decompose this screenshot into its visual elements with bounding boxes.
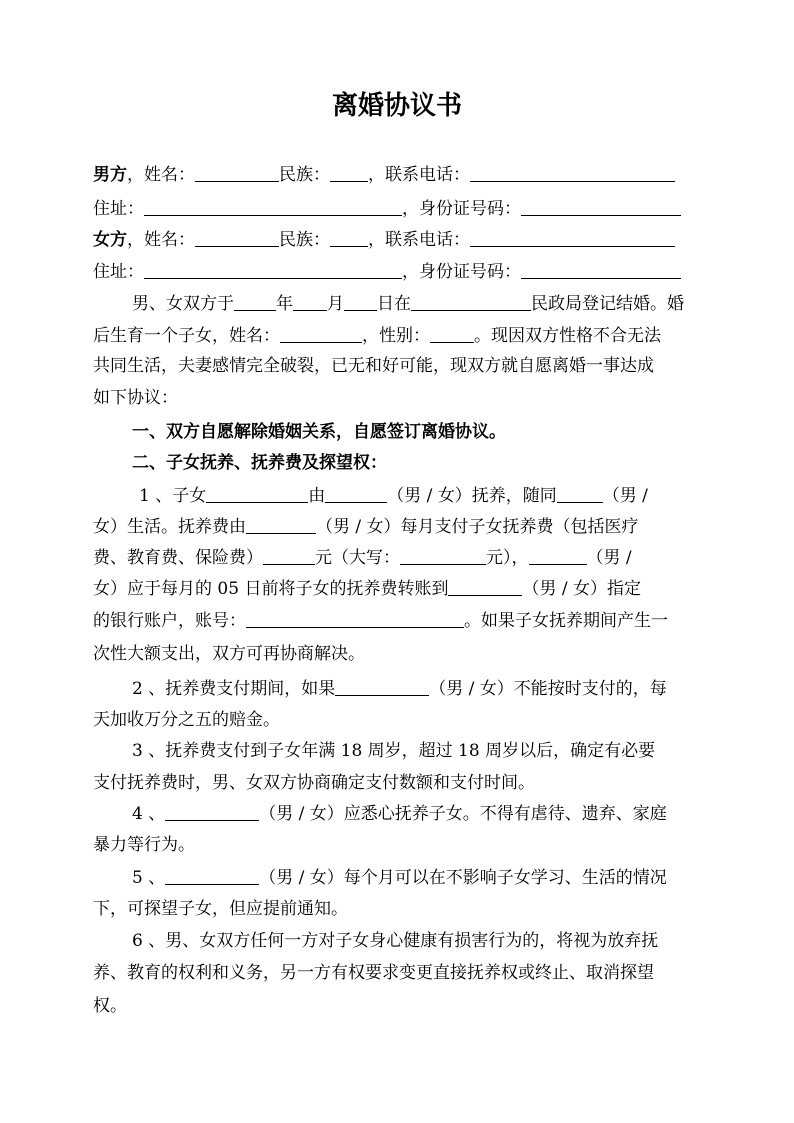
amount-words-blank[interactable]: [400, 546, 486, 565]
paragraph-line: [93, 515, 705, 539]
text-span: （男 /: [586, 548, 632, 568]
male-ethnicity-blank[interactable]: [330, 163, 368, 182]
text-span: ，性别：: [362, 326, 430, 346]
text-span: 费、教育费、保险费）: [93, 548, 263, 568]
male-info-line: [93, 163, 705, 187]
text-span: （男 / 女）抚养，随同: [387, 486, 557, 506]
text-span: 女）生活。抚养费由: [93, 517, 246, 537]
paragraph-line: 养、教育的权利和义务，另一方有权要求变更直接抚养权或终止、取消探望: [93, 963, 654, 983]
document-title: 离婚协议书: [331, 91, 462, 121]
text-span: 女）应于每月的 05 日前将子女的抚养费转账到: [93, 579, 449, 599]
text-span: 。如果子女抚养期间产生一: [464, 611, 668, 631]
child-gender-blank[interactable]: [430, 324, 474, 343]
text-span: 。现因双方性格不合无法: [474, 326, 661, 346]
text-span: 日在: [377, 294, 411, 314]
year-blank[interactable]: [234, 292, 276, 311]
payee-blank[interactable]: [448, 577, 522, 596]
text-span: 元（大写：: [315, 548, 400, 568]
phone-label: ，联系电话：: [368, 230, 470, 250]
text-span: 4 、: [132, 804, 166, 824]
text-span: 元），: [486, 548, 529, 568]
name-label: ，姓名：: [127, 230, 195, 250]
text-span: 年: [276, 294, 293, 314]
female-label: 女方: [93, 230, 127, 250]
item-3-line: 3 、抚养费支付到子女年满 18 周岁，超过 18 周岁以后，确定有必要: [132, 741, 656, 761]
payer-2-blank[interactable]: [529, 546, 587, 565]
paragraph-line: 共同生活，夫妻感情完全破裂，已无和好可能，现双方就自愿离婚一事达成: [93, 356, 654, 376]
paragraph-line: 如下协议：: [93, 388, 178, 408]
custodian-blank[interactable]: [325, 484, 387, 503]
item-4-line: [132, 802, 705, 826]
account-blank[interactable]: [246, 609, 464, 628]
text-span: 后生育一个子女，姓名：: [93, 326, 280, 346]
female-id-blank[interactable]: [521, 260, 681, 279]
live-with-blank[interactable]: [557, 484, 603, 503]
male-id-blank[interactable]: [521, 197, 681, 216]
address-label: 住址：: [93, 199, 144, 219]
item-5-line: [132, 866, 705, 890]
clause-1-heading: 一、双方自愿解除婚姻关系，自愿签订离婚协议。: [132, 422, 506, 442]
paragraph-line: [93, 546, 705, 570]
female-address-line: [93, 260, 705, 284]
paragraph-line: 支付抚养费时，男、女双方协商确定支付数额和支付时间。: [93, 773, 535, 793]
text-span: 民政局登记结婚。婚: [531, 294, 684, 314]
day-blank[interactable]: [344, 292, 377, 311]
male-name-blank[interactable]: [195, 163, 279, 182]
child-line: [93, 324, 705, 348]
female-phone-blank[interactable]: [470, 228, 675, 247]
bureau-blank[interactable]: [411, 292, 531, 311]
male-label: 男方: [93, 165, 127, 185]
ethnicity-label: 民族：: [279, 165, 330, 185]
clause-2-heading: 二、子女抚养、抚养费及探望权：: [132, 453, 387, 473]
amount-blank[interactable]: [263, 546, 315, 565]
paragraph-line: 次性大额支出，双方可再协商解决。: [93, 644, 365, 664]
paragraph-line: 下，可探望子女，但应提前通知。: [93, 899, 348, 919]
address-label: 住址：: [93, 262, 144, 282]
female-name-blank[interactable]: [195, 228, 279, 247]
text-span: 2 、抚养费支付期间，如果: [132, 679, 336, 699]
female-address-blank[interactable]: [144, 260, 402, 279]
text-span: （男 /: [602, 486, 648, 506]
paragraph-line: 天加收万分之五的赔金。: [93, 710, 280, 730]
text-span: 由: [308, 486, 326, 506]
month-blank[interactable]: [293, 292, 327, 311]
child-name-blank[interactable]: [280, 324, 362, 343]
ethnicity-label: 民族：: [279, 230, 330, 250]
phone-label: ，联系电话：: [368, 165, 470, 185]
paragraph-line: 暴力等行为。: [93, 835, 195, 855]
text-span: （男 / 女）每月支付子女抚养费（包括医疗: [316, 517, 639, 537]
id-label: ，身份证号码：: [402, 262, 521, 282]
text-span: （男 / 女）应悉心抚养子女。不得有虐待、遗弃、家庭: [259, 804, 667, 824]
paragraph-line: 权。: [93, 996, 127, 1016]
male-address-line: [93, 197, 705, 221]
male-phone-blank[interactable]: [470, 163, 675, 182]
defaulter-blank[interactable]: [335, 677, 429, 696]
item-1-line: [139, 484, 705, 508]
paragraph-line: [93, 609, 705, 633]
item-6-line: 6 、男、女双方任何一方对子女身心健康有损害行为的，将视为放弃抚: [132, 931, 659, 951]
id-label: ，身份证号码：: [402, 199, 521, 219]
text-span: 月: [327, 294, 344, 314]
text-span: 男、女双方于: [132, 294, 234, 314]
child-blank[interactable]: [206, 484, 308, 503]
female-ethnicity-blank[interactable]: [330, 228, 368, 247]
caregiver-blank[interactable]: [165, 802, 259, 821]
text-span: （男 / 女）每个月可以在不影响子女学习、生活的情况: [259, 868, 667, 888]
item-2-line: [132, 677, 705, 701]
text-span: （男 / 女）指定: [522, 579, 641, 599]
text-span: 5 、: [132, 868, 166, 888]
marriage-line: [132, 292, 705, 316]
name-label: ，姓名：: [127, 165, 195, 185]
text-span: 的银行账户，账号：: [93, 611, 246, 631]
text-span: 1 、子女: [139, 486, 207, 506]
paragraph-line: [93, 577, 705, 601]
text-span: （男 / 女）不能按时支付的，每: [429, 679, 667, 699]
payer-blank[interactable]: [246, 515, 316, 534]
visitor-blank[interactable]: [165, 866, 259, 885]
male-address-blank[interactable]: [144, 197, 402, 216]
female-info-line: [93, 228, 705, 252]
